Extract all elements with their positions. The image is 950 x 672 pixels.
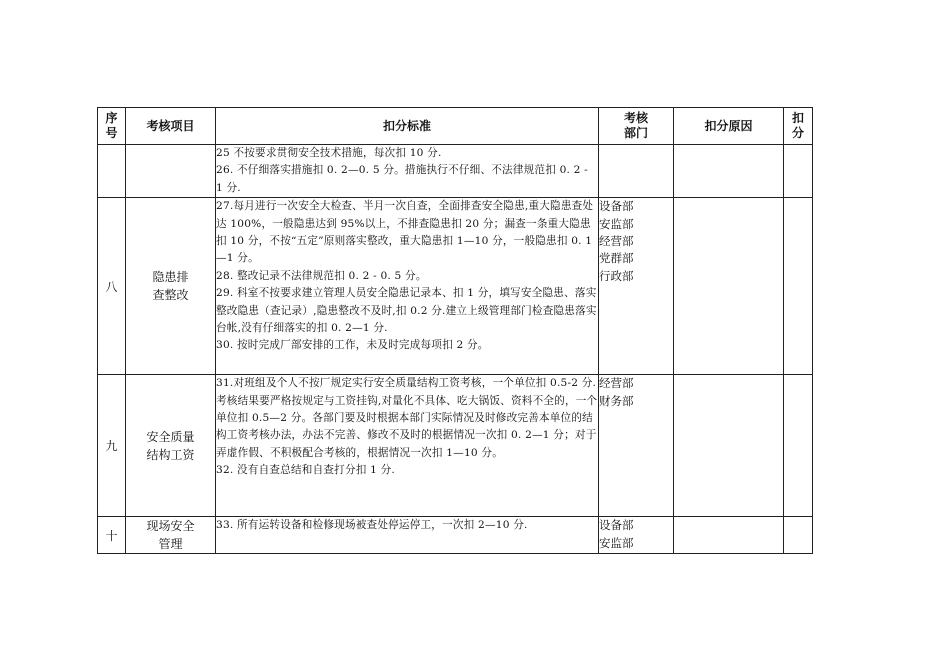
header-standard: 扣分标准 <box>216 108 599 145</box>
row-reason <box>674 375 784 517</box>
dept-name: 财务部 <box>599 393 634 408</box>
standard-line: 28. 整改记录不法律规范扣 0. 2 - 0. 5 分。 <box>216 269 427 282</box>
header-item: 考核项目 <box>126 108 216 145</box>
standard-line: 31.对班组及个人不按厂规定实行安全质量结构工资考核，一个单位扣 0.5-2 分.考核结果要严格按规定与工资挂钩,对量化不具体、吃大锅饭、资料不全的，一个单位扣 0.5—2 分。各部门要及时根据本部门实际情况及时修改完善本单位的结构工资考核办法，办法不完善、修改不及时的根据情况一次扣 0. 2—1 分；对于弄虚作假、不积极配合考核的，根据情况一次扣 1—10 分。 <box>216 377 598 459</box>
standard-line: 27.每月进行一次安全大检查、半月一次自查，全面排查安全隐患,重大隐患查处达 100%，一般隐患达到 95%以上，不排查隐患扣 20 分；漏查一条重大隐患扣 10 分，不按“五定”原则落实整改，重大隐患扣 1—10 分，一般隐患扣 0. 1—1 分。 <box>216 200 594 265</box>
row-item: 隐患排查整改 <box>126 198 216 375</box>
row-deduct <box>784 198 813 375</box>
standard-line: 33. 所有运转设备和检修现场被查处停运停工，一次扣 2—10 分. <box>216 519 528 532</box>
row-reason <box>674 145 784 198</box>
dept-name: 设备部 <box>599 518 634 533</box>
standard-line: 26. 不仔细落实措施扣 0. 2—0. 5 分。措施执行不仔细、不法律规范扣 0. 2 - 1 分. <box>216 164 588 194</box>
table-row <box>98 517 813 554</box>
row-deduct <box>784 375 813 517</box>
dept-name: 设备部 <box>599 199 634 214</box>
standard-line: 32. 没有自查总结和自查打分扣 1 分. <box>216 464 395 477</box>
table-row <box>98 145 813 198</box>
dept-name: 经营部 <box>599 234 634 249</box>
row-dept <box>599 145 674 198</box>
table-row <box>98 198 813 375</box>
row-seq: 八 <box>98 198 126 375</box>
row-dept <box>599 198 674 375</box>
dept-name: 党群部 <box>599 251 634 266</box>
row-standard <box>216 517 599 554</box>
row-reason <box>674 517 784 554</box>
row-standard <box>216 375 599 517</box>
dept-name: 行政部 <box>599 268 634 283</box>
dept-name: 安监部 <box>599 216 634 231</box>
header-dept: 考核部门 <box>599 108 674 145</box>
row-deduct <box>784 145 813 198</box>
header-seq: 序号 <box>98 108 126 145</box>
table-row <box>98 375 813 517</box>
row-deduct <box>784 517 813 554</box>
row-item: 现场安全管理 <box>126 517 216 554</box>
row-seq: 十 <box>98 517 126 554</box>
row-reason <box>674 198 784 375</box>
row-item <box>126 145 216 198</box>
standard-line: 25 不按要求贯彻安全技术措施，每次扣 10 分. <box>216 147 442 159</box>
row-seq: 九 <box>98 375 126 517</box>
assessment-table <box>97 107 813 554</box>
standard-line: 30. 按时完成厂部安排的工作，未及时完成每项扣 2 分。 <box>216 339 489 352</box>
row-seq <box>98 145 126 198</box>
dept-name: 经营部 <box>599 376 634 391</box>
row-item: 安全质量结构工资 <box>126 375 216 517</box>
table-header-row <box>98 108 813 145</box>
dept-name: 安监部 <box>599 535 634 550</box>
row-dept <box>599 517 674 554</box>
row-dept <box>599 375 674 517</box>
standard-line: 29. 科室不按要求建立管理人员安全隐患记录本、扣 1 分，填写安全隐患、落实整改隐患（查记录）,隐患整改不及时,扣 0.2 分.建立上级管理部门检查隐患落实台帐,没有仔细落实的扣 0. 2—1 分. <box>216 287 597 335</box>
row-standard <box>216 145 599 198</box>
header-deduct: 扣分 <box>784 108 813 145</box>
row-standard <box>216 198 599 375</box>
header-reason: 扣分原因 <box>674 108 784 145</box>
